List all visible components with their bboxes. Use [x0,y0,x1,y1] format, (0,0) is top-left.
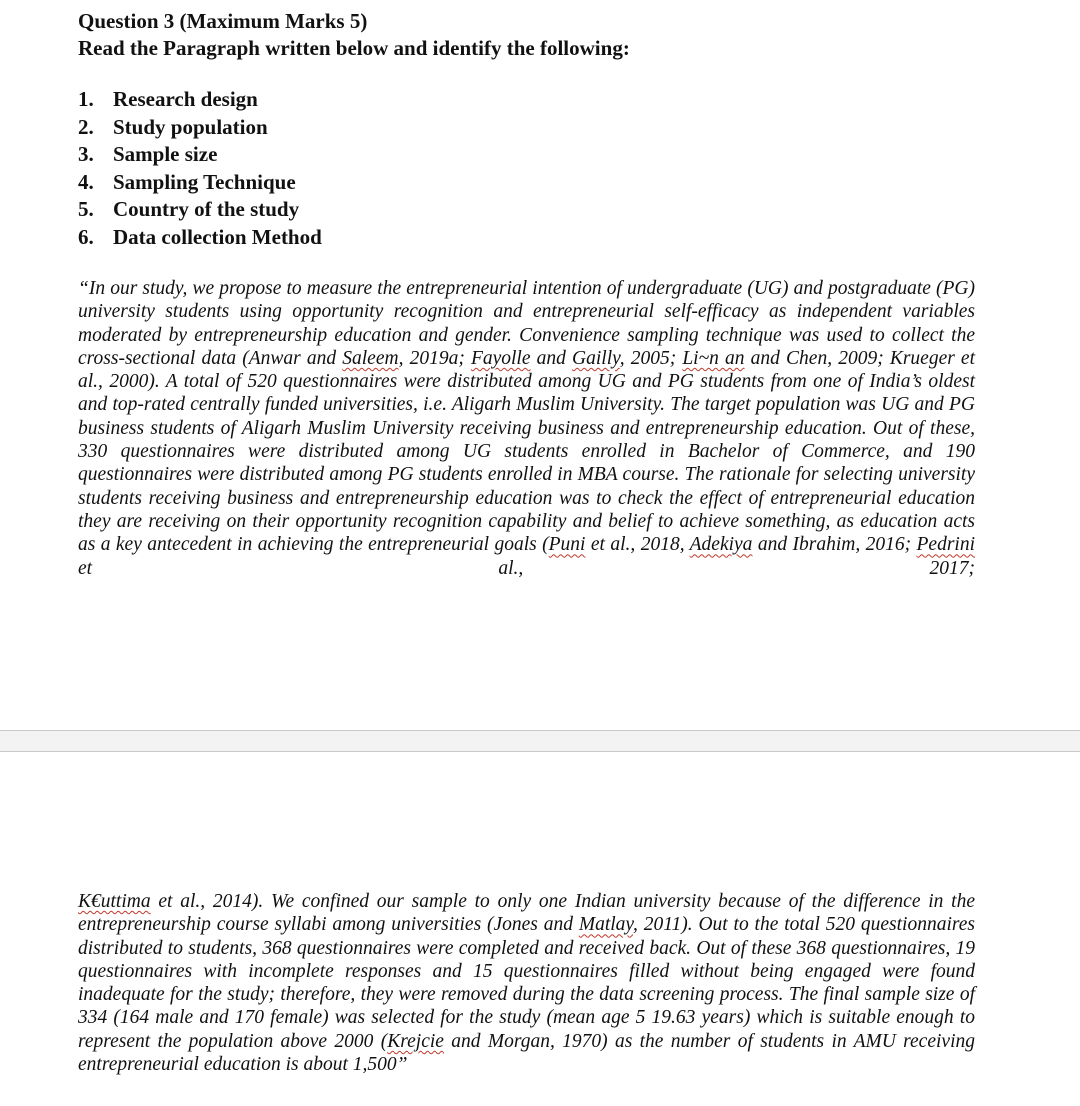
spellcheck-word[interactable]: Adekiya [689,534,753,556]
list-item [78,114,322,142]
passage-text: et al., 2018, [585,534,690,556]
spellcheck-word[interactable]: Puni [548,534,586,556]
spellcheck-word[interactable]: Saleem [342,347,399,369]
list-item-number: 3. [78,142,94,166]
spellcheck-word[interactable]: Fayolle [470,347,531,369]
passage-text: et al., 2017; [78,557,975,579]
list-item-number: 1. [78,87,94,111]
list-item-label: Study population [113,114,268,139]
list-item-number: 6. [78,224,94,249]
spellcheck-word[interactable]: Krejcie [387,1030,444,1052]
passage-text: and Ibrahim, 2016; [752,534,917,556]
list-item-number: 5. [78,197,94,221]
spellcheck-word[interactable]: K€uttima [78,891,151,912]
spellcheck-word[interactable]: Li~n an [682,347,745,369]
list-item-label: Sampling Technique [113,169,296,194]
list-item-label: Data collection Method [113,224,322,249]
list-item-label: Research design [113,87,258,111]
list-item-number: 4. [78,169,94,194]
page-break-separator [0,730,1080,752]
list-item [78,224,322,252]
passage-paragraph-part-2 [78,890,975,1076]
question-items-list [78,86,322,251]
list-item [78,141,322,169]
passage-text: , 2019a; [398,347,471,369]
question-instruction: Read the Paragraph written below and identify the following: [78,36,630,60]
list-item [78,169,322,197]
passage-text: et al., 2014). We confined our sample to only one Indian university because of the difference in the entrepreneurship course syllabi among universities (Jones and [78,891,975,936]
question-title: Question 3 (Maximum Marks 5) [78,9,368,33]
spellcheck-word[interactable]: Matlay [578,914,633,936]
passage-text: and [530,347,573,369]
passage-text: and Chen, 2009; Krueger et al., 2000). A total of 520 questionnaires were distributed among UG and PG students from one of India’s oldest and top-rated centrally funded universities, i.e. Aligarh Muslim University. The target population was UG and PG business students of Aligarh Muslim University receiving business and entrepreneurship education. Out of these, 330 questionnaires were distributed among UG students enrolled in Bachelor of Commerce, and 190 questionnaires were distributed among PG students enrolled in MBA course. The rationale for selecting university students receiving business and entrepreneurship education was to check the effect of entrepreneurial education they are receiving on their opportunity recognition capability and belief to achieve something, as education acts as a key antecedent in achieving the entrepreneurial goals ( [78,347,976,556]
passage-text: , 2011). Out to the total 520 questionnaires distributed to students, 368 questionnaires were completed and received back. Out of these 368 questionnaires, 19 questionnaires with incomplete responses and 15 questionnaires filled without being engaged were found inadequate for the study; therefore, they were removed during the data screening process. The final sample size of 334 (164 male and 170 female) was selected for the study (mean age 5 19.63 years) which is suitable enough to represent the population above 2000 ( [78,914,975,1052]
list-item-number: 2. [78,114,94,139]
passage-text: “In our study, we propose to measure the entrepreneurial intention of undergraduate (UG) and postgraduate (PG) university students using opportunity recognition and entrepreneurial self-efficacy as independent variables moderated by entrepreneurship education and gender. Convenience sampling technique was used to collect the cross-sectional data (Anwar and [78,278,975,369]
list-item-label: Sample size [113,142,218,166]
passage-text: and Morgan, 1970) as the number of students in AMU receiving entrepreneurial education is about 1,500” [78,1030,975,1076]
list-item-label: Country of the study [113,197,300,221]
passage-paragraph-part-1 [78,277,975,580]
list-item [78,86,322,114]
passage-text: , 2005; [619,347,683,369]
list-item [78,196,322,224]
spellcheck-word[interactable]: Pedrini [916,534,975,556]
spellcheck-word[interactable]: Gailly [572,347,620,369]
